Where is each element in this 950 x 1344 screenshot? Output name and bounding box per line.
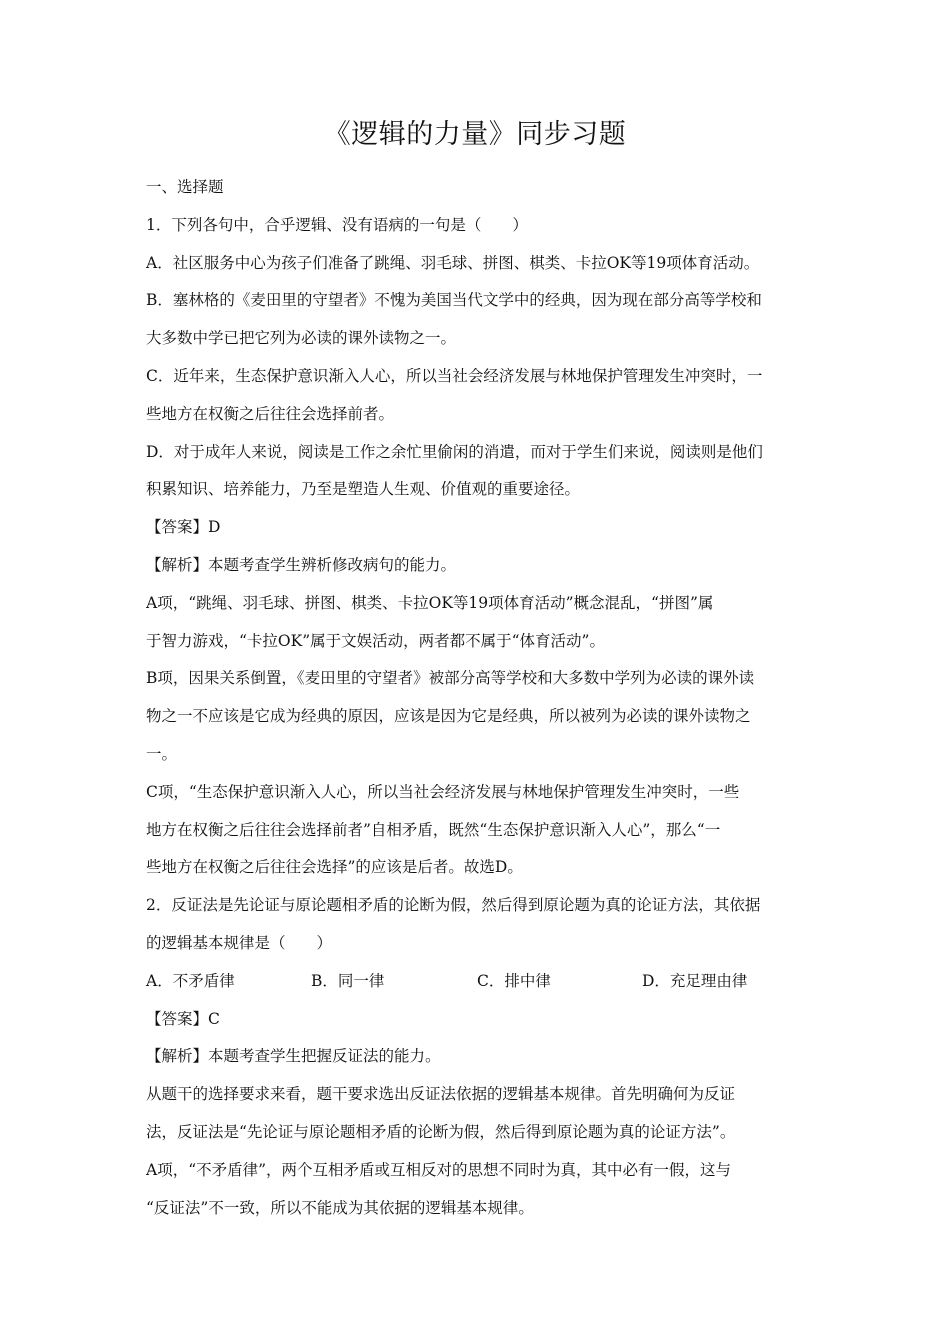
question-2-analysis-line-4: “反证法”不一致，所以不能成为其依据的逻辑基本规律。 (146, 1198, 534, 1217)
question-1-option-a: A．社区服务中心为孩子们准备了跳绳、羽毛球、拼图、棋类、卡拉OK等19项体育活动。 (146, 253, 760, 272)
question-1-analysis-intro: 【解析】本题考查学生辨析修改病句的能力。 (146, 555, 457, 574)
question-2-analysis-line-1: 从题干的选择要求来看，题干要求选出反证法依据的逻辑基本规律。首先明确何为反证 (146, 1085, 736, 1104)
document-title: 《逻辑的力量》同步习题 (323, 119, 627, 150)
question-2-stem-line-2: 的逻辑基本规律是（ ） (146, 933, 333, 952)
analysis-c-line-2: 地方在权衡之后往往会选择前者”自相矛盾，既然“生态保护意识渐入人心”，那么“一 (146, 820, 721, 839)
question-2-options (146, 963, 810, 1001)
analysis-b-line-1: B项，因果关系倒置，《麦田里的守望者》被部分高等学校和大多数中学列为必读的课外读 (146, 669, 755, 688)
question-1-option-c-line-2: 些地方在权衡之后往往会选择前者。 (146, 404, 395, 423)
question-1-option-b-line-1: B．塞林格的《麦田里的守望者》不愧为美国当代文学中的经典，因为现在部分高等学校和 (146, 291, 762, 310)
question-2-option-c: C．排中律 (477, 971, 551, 990)
question-1-stem: 1．下列各句中，合乎逻辑、没有语病的一句是（ ） (146, 215, 528, 234)
analysis-c-line-1: C项，“生态保护意识渐入人心，所以当社会经济发展与林地保护管理发生冲突时，一些 (146, 782, 740, 801)
analysis-a-line-2: 于智力游戏，“卡拉OK”属于文娱活动，两者都不属于“体育活动”。 (146, 631, 605, 650)
question-2-stem-line-1: 2．反证法是先论证与原论题相矛盾的论断为假，然后得到原论题为真的论证方法，其依据 (146, 896, 761, 915)
question-1-option-d-line-2: 积累知识、培养能力，乃至是塑造人生观、价值观的重要途径。 (146, 480, 581, 499)
question-2-analysis-intro: 【解析】本题考查学生把握反证法的能力。 (146, 1047, 441, 1066)
question-2-answer: 【答案】C (146, 1009, 220, 1028)
analysis-b-line-3: 一。 (146, 744, 178, 763)
analysis-a-line-1: A项，“跳绳、羽毛球、拼图、棋类、卡拉OK等19项体育活动”概念混乱，“拼图”属 (146, 593, 714, 612)
question-1-option-d-line-1: D．对于成年人来说，阅读是工作之余忙里偷闲的消遣，而对于学生们来说，阅读则是他们 (146, 442, 763, 461)
question-1-option-b-line-2: 大多数中学已把它列为必读的课外读物之一。 (146, 329, 457, 348)
question-2-option-d: D．充足理由律 (642, 971, 748, 990)
question-1-answer: 【答案】D (146, 518, 221, 537)
document-body (146, 169, 810, 1227)
analysis-b-line-2: 物之一不应该是它成为经典的原因，应该是因为它是经典，所以被列为必读的课外读物之 (146, 707, 751, 726)
section-heading: 一、选择题 (146, 178, 224, 196)
question-2-option-a: A．不矛盾律 (146, 971, 235, 990)
question-2-analysis-line-3: A项，“不矛盾律”，两个互相矛盾或互相反对的思想不同时为真，其中必有一假，这与 (146, 1160, 732, 1179)
question-2-analysis-line-2: 法，反证法是“先论证与原论题相矛盾的论断为假，然后得到原论题为真的论证方法”。 (146, 1122, 736, 1141)
question-2-option-b: B．同一律 (311, 971, 385, 990)
question-1-option-c-line-1: C．近年来，生态保护意识渐入人心，所以当社会经济发展与林地保护管理发生冲突时，一 (146, 366, 763, 385)
analysis-c-line-3: 些地方在权衡之后往往会选择”的应该是后者。故选D。 (146, 858, 523, 877)
